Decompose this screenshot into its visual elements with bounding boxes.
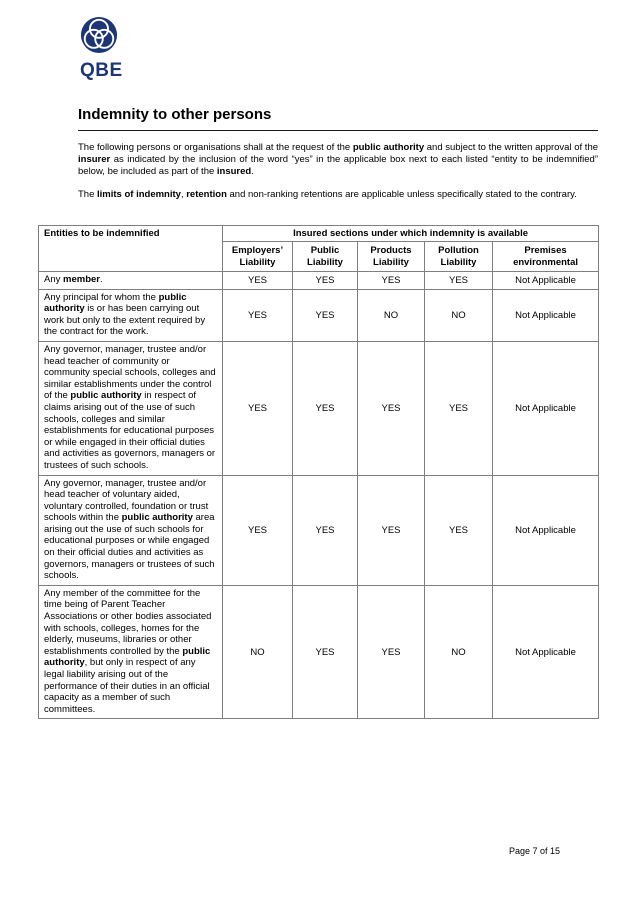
indemnity-value-cell: YES <box>223 289 293 341</box>
indemnity-value-cell: YES <box>358 475 425 585</box>
intro-paragraph-1: The following persons or organisations shall at the request of the public authority and subject to the written approval of the insurer as indicated by the inclusion of the word “yes” in the applicable box next to each listed “entity to be indemnified” below, be included as part of the insured. <box>78 142 599 177</box>
indemnity-table <box>38 225 599 719</box>
table-row <box>39 341 599 475</box>
column-header: Premises environmental <box>493 242 599 272</box>
column-header: Employers’ Liability <box>223 242 293 272</box>
column-header: Pollution Liability <box>425 242 493 272</box>
table-row <box>39 289 599 341</box>
page-content <box>38 106 598 719</box>
indemnity-value-cell: Not Applicable <box>493 272 599 290</box>
entity-cell: Any governor, manager, trustee and/or head teacher of community or community special schools, colleges and similar establishments under the control of the public authority in respect of claims arising out of the use of such schools, colleges and similar establishments for educational purposes or while engaged in their official duties and activities as governors, managers or trustees of such schools. <box>39 341 223 475</box>
indemnity-value-cell: NO <box>358 289 425 341</box>
indemnity-value-cell: YES <box>293 585 358 719</box>
indemnity-value-cell: YES <box>293 475 358 585</box>
indemnity-value-cell: NO <box>425 289 493 341</box>
indemnity-table-head <box>39 226 599 272</box>
entity-cell: Any governor, manager, trustee and/or head teacher of voluntary aided, voluntary controlled, foundation or trust schools within the public authority area arising out the use of such schools for educational purposes or while engaged on their official duties and activities as governors, managers or trustees of such schools. <box>39 475 223 585</box>
entity-cell: Any member of the committee for the time being of Parent Teacher Associations or other bodies associated with schools, colleges, homes for the elderly, museums, libraries or other establishments controlled by the public authority, but only in respect of any legal liability arising out of the performance of their duties in an official capacity as a member of such committees. <box>39 585 223 719</box>
indemnity-value-cell: YES <box>425 341 493 475</box>
indemnity-value-cell: YES <box>223 475 293 585</box>
intro-block <box>78 106 598 201</box>
page-number: Page 7 of 15 <box>508 846 560 856</box>
qbe-logo <box>80 16 123 82</box>
table-row <box>39 585 599 719</box>
indemnity-value-cell: YES <box>358 341 425 475</box>
indemnity-value-cell: YES <box>293 289 358 341</box>
qbe-logo-wordmark: QBE <box>80 60 123 81</box>
indemnity-value-cell: Not Applicable <box>493 289 599 341</box>
entities-header: Entities to be indemnified <box>39 226 223 272</box>
table-row <box>39 475 599 585</box>
column-header: Public Liability <box>293 242 358 272</box>
indemnity-value-cell: YES <box>425 475 493 585</box>
qbe-logo-icon <box>80 16 118 54</box>
indemnity-value-cell: YES <box>223 272 293 290</box>
indemnity-table-body <box>39 272 599 719</box>
table-row <box>39 272 599 290</box>
indemnity-value-cell: YES <box>358 272 425 290</box>
intro-paragraph-2: The limits of indemnity, retention and non-ranking retentions are applicable unless specifically stated to the contrary. <box>78 189 577 200</box>
indemnity-value-cell: NO <box>425 585 493 719</box>
group-header-row <box>39 226 599 242</box>
entity-cell: Any member. <box>39 272 223 290</box>
page-title: Indemnity to other persons <box>78 106 598 131</box>
column-header: Products Liability <box>358 242 425 272</box>
indemnity-value-cell: Not Applicable <box>493 475 599 585</box>
sections-header: Insured sections under which indemnity is available <box>223 226 599 242</box>
indemnity-value-cell: YES <box>425 272 493 290</box>
indemnity-value-cell: NO <box>223 585 293 719</box>
indemnity-value-cell: YES <box>293 272 358 290</box>
indemnity-value-cell: YES <box>223 341 293 475</box>
indemnity-value-cell: YES <box>293 341 358 475</box>
indemnity-value-cell: Not Applicable <box>493 341 599 475</box>
indemnity-value-cell: YES <box>358 585 425 719</box>
indemnity-value-cell: Not Applicable <box>493 585 599 719</box>
entity-cell: Any principal for whom the public authority is or has been carrying out work but only to the extent required by the contract for the work. <box>39 289 223 341</box>
